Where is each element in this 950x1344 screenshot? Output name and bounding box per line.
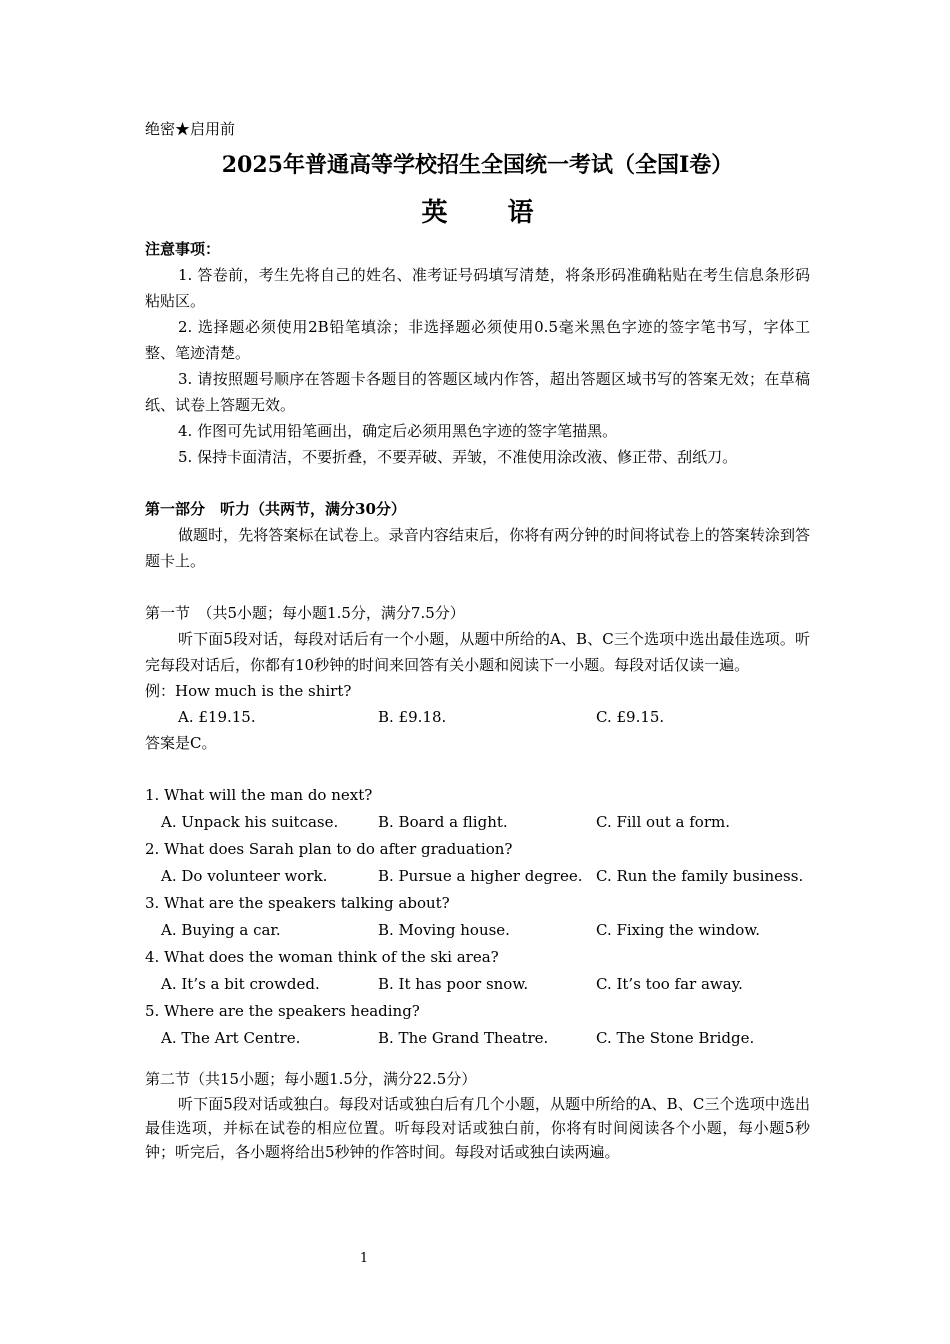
question-4-options xyxy=(145,971,810,998)
question-5-options xyxy=(145,1025,810,1052)
notice-item-4: 4. 作图可先试用铅笔画出，确定后必须用黑色字迹的签字笔描黑。 xyxy=(178,422,618,440)
part1-intro: 做题时，先将答案标在试卷上。录音内容结束后，你将有两分钟的时间将试卷上的答案转涂到答题卡上。 xyxy=(145,526,810,570)
option-a: A. The Art Centre. xyxy=(161,1029,301,1047)
exam-title: 2025年普通高等学校招生全国统一考试（全国I卷） xyxy=(221,152,734,178)
option-c: C. Run the family business. xyxy=(596,867,804,885)
page-number: 1 xyxy=(359,1251,369,1266)
question-5: 5. Where are the speakers heading? xyxy=(145,1002,420,1020)
option-b: B. Board a flight. xyxy=(378,813,508,831)
option-c: C. It’s too far away. xyxy=(596,975,743,993)
notice-item-2: 2. 选择题必须使用2B铅笔填涂；非选择题必须使用0.5毫米黑色字迹的签字笔书写，字体工整、笔迹清楚。 xyxy=(145,318,810,362)
option-c: C. Fill out a form. xyxy=(596,813,730,831)
page-content xyxy=(145,116,810,1164)
option-b: B. The Grand Theatre. xyxy=(378,1029,549,1047)
example-question: 例：How much is the shirt? xyxy=(145,682,352,700)
example-option-a: A. £19.15. xyxy=(178,708,256,726)
question-4: 4. What does the woman think of the ski area? xyxy=(145,948,499,966)
question-2-options xyxy=(145,863,810,890)
section1-heading: 第一节 （共5小题；每小题1.5分，满分7.5分） xyxy=(145,604,465,622)
notice-item-3: 3. 请按照题号顺序在答题卡各题目的答题区域内作答，超出答题区域书写的答案无效；在草稿纸、试卷上答题无效。 xyxy=(145,370,810,414)
subject-char-2: 语 xyxy=(507,198,534,228)
notice-item-1: 1. 答卷前，考生先将自己的姓名、准考证号码填写清楚，将条形码准确粘贴在考生信息条形码粘贴区。 xyxy=(145,266,810,310)
option-b: B. Pursue a higher degree. xyxy=(378,867,583,885)
section2-heading: 第二节（共15小题；每小题1.5分，满分22.5分） xyxy=(145,1070,477,1088)
example-answer: 答案是C。 xyxy=(145,734,217,752)
section2-intro: 听下面5段对话或独白。每段对话或独白后有几个小题，从题中所给的A、B、C三个选项中选出最佳选项，并标在试卷的相应位置。听每段对话或独白前，你将有时间阅读各个小题，每小题5秒钟；听完后，各小题将给出5秒钟的作答时间。每段对话或独白读两遍。 xyxy=(145,1095,810,1161)
option-b: B. It has poor snow. xyxy=(378,975,529,993)
question-2: 2. What does Sarah plan to do after graduation? xyxy=(145,840,513,858)
part1-heading: 第一部分 听力（共两节，满分30分） xyxy=(145,500,406,518)
example-option-c: C. £9.15. xyxy=(596,708,665,726)
section1-intro: 听下面5段对话，每段对话后有一个小题，从题中所给的A、B、C三个选项中选出最佳选项。听完每段对话后，你都有10秒钟的时间来回答有关小题和阅读下一小题。每段对话仅读一遍。 xyxy=(145,630,810,674)
option-c: C. The Stone Bridge. xyxy=(596,1029,755,1047)
confidential-label: 绝密★启用前 xyxy=(145,120,236,138)
question-1-options xyxy=(145,809,810,836)
notice-heading: 注意事项： xyxy=(145,240,221,258)
option-a: A. Do volunteer work. xyxy=(161,867,328,885)
question-3-options xyxy=(145,917,810,944)
subject-char-1: 英 xyxy=(421,198,448,228)
subject-title xyxy=(145,196,810,230)
example-option-b: B. £9.18. xyxy=(378,708,447,726)
option-a: A. Buying a car. xyxy=(161,921,281,939)
option-a: A. Unpack his suitcase. xyxy=(161,813,339,831)
option-c: C. Fixing the window. xyxy=(596,921,761,939)
option-a: A. It’s a bit crowded. xyxy=(161,975,320,993)
question-1: 1. What will the man do next? xyxy=(145,786,373,804)
example-options xyxy=(145,704,810,730)
option-b: B. Moving house. xyxy=(378,921,510,939)
notice-item-5: 5. 保持卡面清洁，不要折叠，不要弄破、弄皱，不准使用涂改液、修正带、刮纸刀。 xyxy=(178,448,738,466)
question-3: 3. What are the speakers talking about? xyxy=(145,894,450,912)
